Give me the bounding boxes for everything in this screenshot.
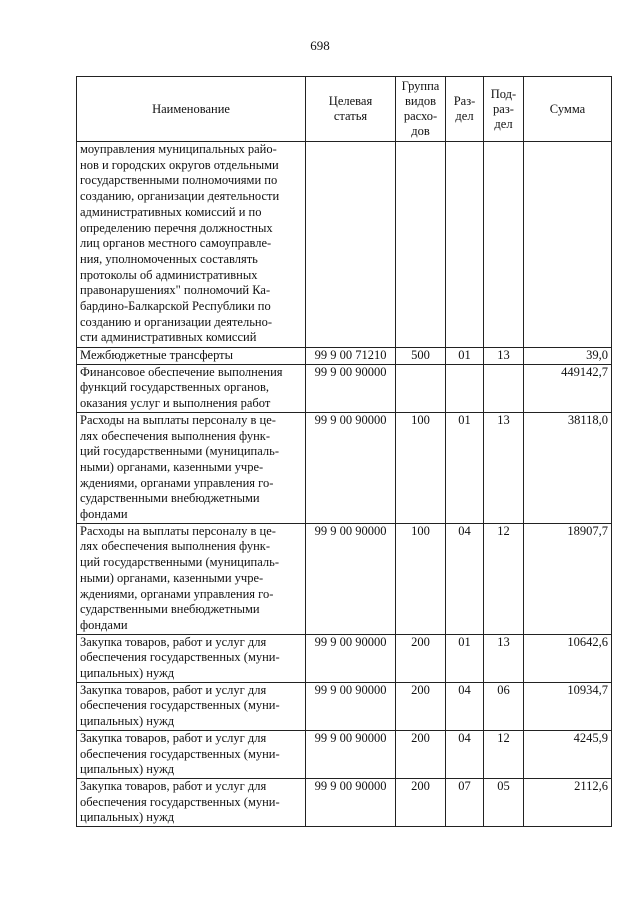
cell-target: 99 9 00 90000 bbox=[306, 523, 396, 634]
cell-group bbox=[396, 364, 446, 412]
cell-name-line: ципальных) нужд bbox=[80, 810, 175, 825]
cell-name-line: моуправления муниципальных райо- bbox=[80, 142, 277, 156]
cell-subsection: 12 bbox=[484, 730, 524, 778]
cell-name-line: оказания услуг и выполнения работ bbox=[80, 396, 271, 411]
cell-section: 01 bbox=[446, 634, 484, 682]
cell-name-line: ния, уполномоченных составлять bbox=[80, 251, 258, 266]
cell-name-line: Расходы на выплаты персоналу в це- bbox=[80, 412, 276, 427]
header-target: Целевая статья bbox=[306, 77, 396, 142]
cell-name-line: созданию, организации деятельности bbox=[80, 189, 280, 204]
cell-name-line: обеспечения государственных (муни- bbox=[80, 698, 280, 713]
cell-name-line: бардино-Балкарской Республики по bbox=[80, 299, 271, 314]
cell-name-line: функций государственных органов, bbox=[80, 380, 270, 395]
cell-group: 200 bbox=[396, 778, 446, 826]
cell-name-line: Межбюджетные трансферты bbox=[80, 348, 234, 362]
cell-name bbox=[77, 412, 306, 523]
header-name: Наименование bbox=[77, 77, 306, 142]
cell-subsection: 13 bbox=[484, 348, 524, 365]
cell-target: 99 9 00 90000 bbox=[306, 412, 396, 523]
cell-name bbox=[77, 634, 306, 682]
cell-sum: 449142,7 bbox=[524, 364, 612, 412]
cell-name-line: лиц органов местного самоуправле- bbox=[80, 236, 272, 251]
cell-name-line: Закупка товаров, работ и услуг для bbox=[80, 634, 267, 649]
cell-sum: 10934,7 bbox=[524, 682, 612, 730]
cell-name-line: ными) органами, казенными учре- bbox=[80, 570, 264, 585]
cell-group: 500 bbox=[396, 348, 446, 365]
cell-name-line: определению перечня должностных bbox=[80, 220, 273, 235]
cell-subsection: 05 bbox=[484, 778, 524, 826]
cell-name bbox=[77, 142, 306, 348]
page-number: 698 bbox=[310, 38, 330, 53]
cell-target: 99 9 00 90000 bbox=[306, 778, 396, 826]
cell-target: 99 9 00 90000 bbox=[306, 682, 396, 730]
cell-name-line: Закупка товаров, работ и услуг для bbox=[80, 682, 267, 697]
header-subsection: Под- раз- дел bbox=[484, 77, 524, 142]
cell-name-line: сударственными внебюджетными bbox=[80, 602, 260, 617]
cell-subsection: 13 bbox=[484, 412, 524, 523]
cell-name-line: Расходы на выплаты персоналу в це- bbox=[80, 523, 276, 538]
cell-name bbox=[77, 348, 306, 365]
cell-name-line: ципальных) нужд bbox=[80, 714, 175, 729]
cell-subsection: 13 bbox=[484, 634, 524, 682]
table-row bbox=[77, 682, 612, 730]
cell-sum: 10642,6 bbox=[524, 634, 612, 682]
cell-name-line: протоколы об административных bbox=[80, 267, 258, 282]
header-group: Группа видов расхо- дов bbox=[396, 77, 446, 142]
cell-name-line: обеспечения государственных (муни- bbox=[80, 650, 280, 665]
cell-name-line: ждениями, органами управления го- bbox=[80, 586, 274, 601]
cell-name-line: обеспечения государственных (муни- bbox=[80, 746, 280, 761]
table-row bbox=[77, 523, 612, 634]
cell-name-line: административных комиссий и по bbox=[80, 204, 262, 219]
cell-name-line: ципальных) нужд bbox=[80, 666, 175, 681]
cell-sum: 4245,9 bbox=[524, 730, 612, 778]
table-row bbox=[77, 364, 612, 412]
cell-subsection: 12 bbox=[484, 523, 524, 634]
cell-sum: 2112,6 bbox=[524, 778, 612, 826]
cell-group: 100 bbox=[396, 523, 446, 634]
cell-group bbox=[396, 142, 446, 348]
cell-name-line: ций государственными (муниципаль- bbox=[80, 555, 279, 570]
cell-name-line: государственными полномочиями по bbox=[80, 173, 278, 188]
cell-target: 99 9 00 90000 bbox=[306, 730, 396, 778]
cell-target: 99 9 00 71210 bbox=[306, 348, 396, 365]
cell-name-line: сти административных комиссий bbox=[80, 330, 257, 345]
table-row bbox=[77, 412, 612, 523]
cell-name-line: фондами bbox=[80, 617, 128, 632]
cell-subsection bbox=[484, 364, 524, 412]
cell-group: 200 bbox=[396, 634, 446, 682]
cell-name-line: нов и городских округов отдельными bbox=[80, 157, 279, 172]
cell-group: 100 bbox=[396, 412, 446, 523]
header-sum: Сумма bbox=[524, 77, 612, 142]
cell-name-line: созданию и организации деятельно- bbox=[80, 314, 273, 329]
cell-name bbox=[77, 523, 306, 634]
cell-subsection bbox=[484, 142, 524, 348]
cell-section: 01 bbox=[446, 412, 484, 523]
cell-section bbox=[446, 364, 484, 412]
cell-section: 04 bbox=[446, 523, 484, 634]
cell-name-line: ципальных) нужд bbox=[80, 762, 175, 777]
cell-name bbox=[77, 778, 306, 826]
cell-section: 04 bbox=[446, 730, 484, 778]
table-row bbox=[77, 348, 612, 365]
cell-section: 07 bbox=[446, 778, 484, 826]
cell-sum: 38118,0 bbox=[524, 412, 612, 523]
table-row bbox=[77, 730, 612, 778]
cell-name-line: сударственными внебюджетными bbox=[80, 491, 260, 506]
cell-name-line: лях обеспечения выполнения функ- bbox=[80, 539, 270, 554]
cell-subsection: 06 bbox=[484, 682, 524, 730]
cell-name bbox=[77, 730, 306, 778]
cell-section: 01 bbox=[446, 348, 484, 365]
cell-name-line: обеспечения государственных (муни- bbox=[80, 794, 280, 809]
cell-target: 99 9 00 90000 bbox=[306, 634, 396, 682]
cell-sum bbox=[524, 142, 612, 348]
cell-section bbox=[446, 142, 484, 348]
cell-name-line: ций государственными (муниципаль- bbox=[80, 444, 279, 459]
cell-name bbox=[77, 364, 306, 412]
cell-sum: 18907,7 bbox=[524, 523, 612, 634]
cell-sum: 39,0 bbox=[524, 348, 612, 365]
table-header-row bbox=[77, 77, 612, 142]
cell-name-line: Закупка товаров, работ и услуг для bbox=[80, 778, 267, 793]
table-row bbox=[77, 142, 612, 348]
cell-name-line: ными) органами, казенными учре- bbox=[80, 459, 264, 474]
table-row bbox=[77, 634, 612, 682]
cell-name-line: фондами bbox=[80, 507, 128, 522]
table-body bbox=[77, 142, 612, 827]
cell-section: 04 bbox=[446, 682, 484, 730]
cell-name-line: правонарушениях" полномочий Ка- bbox=[80, 283, 271, 298]
cell-group: 200 bbox=[396, 730, 446, 778]
cell-target: 99 9 00 90000 bbox=[306, 364, 396, 412]
cell-name-line: лях обеспечения выполнения функ- bbox=[80, 428, 270, 443]
header-section: Раз- дел bbox=[446, 77, 484, 142]
cell-name-line: Финансовое обеспечение выполнения bbox=[80, 364, 283, 379]
cell-name-line: ждениями, органами управления го- bbox=[80, 475, 274, 490]
budget-table bbox=[76, 76, 612, 827]
cell-name-line: Закупка товаров, работ и услуг для bbox=[80, 730, 267, 745]
table-row bbox=[77, 778, 612, 826]
cell-target bbox=[306, 142, 396, 348]
cell-name bbox=[77, 682, 306, 730]
cell-group: 200 bbox=[396, 682, 446, 730]
